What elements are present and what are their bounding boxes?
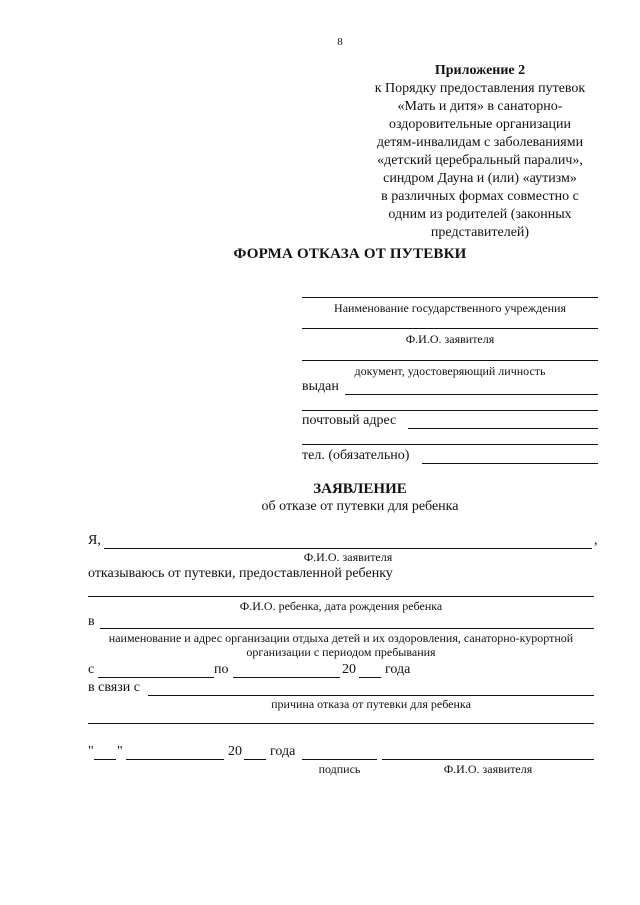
signer-name-line[interactable] bbox=[382, 759, 594, 760]
appendix-block bbox=[360, 62, 600, 242]
document-caption: документ, удостоверяющий личность bbox=[354, 364, 546, 378]
appendix-line: синдром Дауна и (или) «аутизм» bbox=[383, 171, 577, 186]
appendix-line: в различных формах совместно с bbox=[381, 189, 579, 204]
year-prefix: 20 bbox=[342, 662, 356, 677]
reason-caption: причина отказа от путевки для ребенка bbox=[271, 697, 471, 711]
postal-line-2[interactable] bbox=[302, 444, 598, 445]
to-label: по bbox=[214, 662, 229, 677]
date-quote-open: " bbox=[88, 744, 94, 759]
phone-line[interactable] bbox=[422, 463, 598, 464]
appendix-line: одним из родителей (законных bbox=[388, 207, 572, 222]
statement-subtitle: об отказе от путевки для ребенка bbox=[261, 499, 459, 514]
organization-caption: организации с периодом пребывания bbox=[246, 645, 436, 659]
from-label: с bbox=[88, 662, 95, 677]
appendix-line: детям-инвалидам с заболеваниями bbox=[376, 135, 584, 150]
organization-caption: наименование и адрес организации отдыха детей и их оздоровления, санаторно-курортной bbox=[108, 631, 574, 645]
signer-caption: Ф.И.О. заявителя bbox=[443, 762, 533, 776]
organization-line[interactable] bbox=[100, 628, 594, 629]
appendix-line: оздоровительные организации bbox=[389, 117, 571, 132]
appendix-line: представителей) bbox=[430, 225, 530, 240]
appendix-line: «детский церебральный паралич», bbox=[377, 153, 583, 168]
document-line[interactable] bbox=[302, 360, 598, 361]
date-year-prefix: 20 bbox=[228, 744, 242, 759]
form-title: ФОРМА ОТКАЗА ОТ ПУТЕВКИ bbox=[233, 246, 467, 262]
applicant-line[interactable] bbox=[302, 328, 598, 329]
postal-line[interactable] bbox=[408, 428, 598, 429]
appendix-line: к Порядку предоставления путевок bbox=[374, 81, 586, 96]
reason-line-2[interactable] bbox=[88, 723, 594, 724]
year-line[interactable] bbox=[359, 677, 381, 678]
issued-line[interactable] bbox=[345, 394, 598, 395]
institution-line[interactable] bbox=[302, 297, 598, 298]
date-month-line[interactable] bbox=[126, 759, 224, 760]
i-label: Я, bbox=[88, 533, 101, 548]
issued-label: выдан bbox=[302, 379, 339, 394]
statement-applicant-caption: Ф.И.О. заявителя bbox=[303, 550, 393, 564]
date-to-line[interactable] bbox=[233, 677, 340, 678]
date-from-line[interactable] bbox=[98, 677, 214, 678]
appendix-line: «Мать и дитя» в санаторно- bbox=[397, 99, 563, 114]
date-year-suffix: года bbox=[270, 744, 296, 759]
date-year-line[interactable] bbox=[244, 759, 266, 760]
due-label: в связи с bbox=[88, 680, 140, 695]
phone-label: тел. (обязательно) bbox=[302, 448, 410, 463]
signature-line[interactable] bbox=[302, 759, 377, 760]
child-line[interactable] bbox=[88, 596, 594, 597]
appendix-title: Приложение 2 bbox=[434, 63, 526, 78]
issued-line-2[interactable] bbox=[302, 410, 598, 411]
statement-title: ЗАЯВЛЕНИЕ bbox=[313, 481, 407, 497]
date-day-line[interactable] bbox=[94, 759, 116, 760]
applicant-name-line[interactable] bbox=[104, 548, 592, 549]
reason-line[interactable] bbox=[148, 695, 594, 696]
page-number: 8 bbox=[337, 36, 343, 48]
year-suffix: года bbox=[385, 662, 411, 677]
applicant-caption: Ф.И.О. заявителя bbox=[405, 332, 495, 346]
date-quote-close: " bbox=[117, 744, 123, 759]
comma-mark: , bbox=[594, 533, 598, 548]
in-label: в bbox=[88, 614, 95, 629]
institution-caption: Наименование государственного учреждения bbox=[334, 301, 566, 315]
signature-caption: подпись bbox=[318, 762, 361, 776]
refuse-text: отказываюсь от путевки, предоставленной ребенку bbox=[88, 566, 393, 581]
child-caption: Ф.И.О. ребенка, дата рождения ребенка bbox=[239, 599, 443, 613]
postal-label: почтовый адрес bbox=[302, 413, 397, 428]
